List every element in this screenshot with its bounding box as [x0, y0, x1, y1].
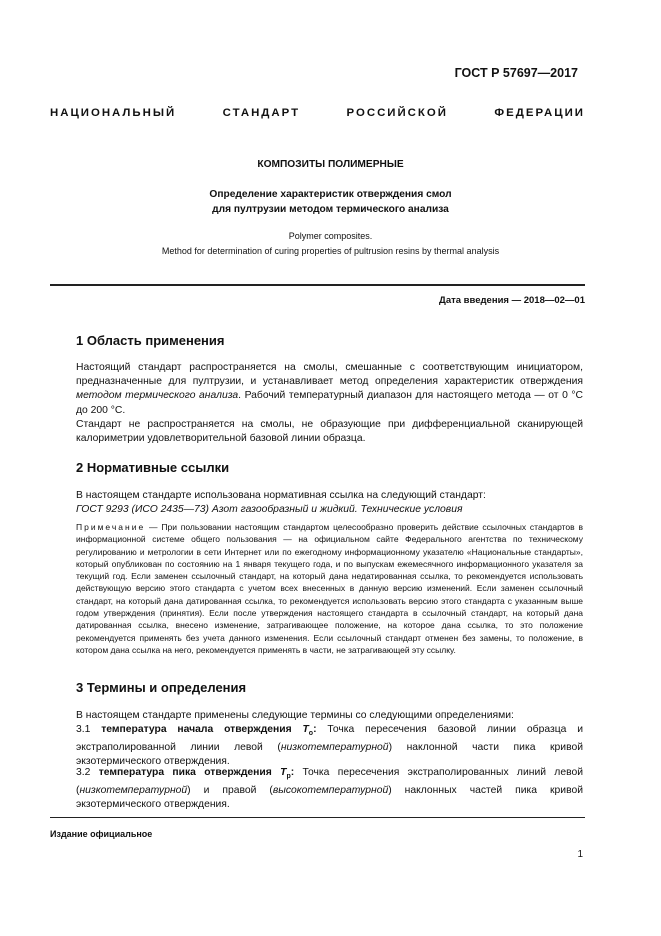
header-divider: [50, 284, 585, 286]
section-1-heading: 1 Область применения: [76, 333, 225, 348]
introduction-date: Дата введения — 2018—02—01: [439, 295, 585, 306]
page-number: 1: [577, 849, 583, 860]
term-subscript: p: [286, 773, 291, 781]
subtitle-line: Определение характеристик отверждения смол: [209, 189, 452, 200]
section-1-paragraph-2: Стандарт не распространяется на смолы, не образующие при дифференциальной сканирующей калориметрии удовлетворительной базовой линии образца.: [76, 419, 583, 445]
banner-word: НАЦИОНАЛЬНЫЙ: [50, 107, 177, 119]
section-2-paragraph-1: В настоящем стандарте использована нормативная ссылка на следующий стандарт:: [76, 490, 486, 501]
banner-word: ФЕДЕРАЦИИ: [494, 107, 585, 119]
document-title: КОМПОЗИТЫ ПОЛИМЕРНЫЕ: [257, 159, 404, 170]
term-number: 3.1: [76, 724, 102, 735]
section-3-paragraph-1: В настоящем стандарте применены следующие термины со следующими определениями:: [76, 710, 514, 721]
text-run: Настоящий стандарт распространяется на смолы, смешанные с соответствующим инициатором, предназначенные для пултрузии, и устанавливает метод определения характеристик отверждения: [76, 362, 583, 388]
term-colon: :: [290, 767, 295, 778]
banner-word: СТАНДАРТ: [222, 107, 301, 119]
term-colon: :: [313, 724, 317, 735]
english-title: [0, 229, 661, 258]
term-definition-italic: высокотемпературной: [272, 785, 389, 797]
section-3-heading: 3 Термины и определения: [76, 680, 247, 695]
footer-divider: [50, 817, 585, 818]
term-definition-italic: низкотемпературной: [280, 742, 389, 754]
term-number: 3.2: [76, 767, 99, 778]
term-definition: ) наклонной части пика кривой экзотермического отверждения.: [76, 742, 583, 768]
text-run: . Рабочий температурный диапазон для настоящего метода — от 0 °С до 200 °С.: [76, 390, 583, 416]
document-subtitle: [0, 187, 661, 217]
note-text: — При пользовании настоящим стандартом целесообразно проверить действие ссылочных стандартов в информационной системе общего пользования — на официальном сайте Федерального агентства по техническому регулированию и метрологии в сети Интернет или по ежегодному информационному указателю «Национальные стандарты», который опубликован по состоянию на 1 января текущего года, и по выпускам ежемесячного информационного указателя за текущий год. Если заменен ссылочный стандарт, на который дана недатированная ссылка, то рекомендуется использовать действующую версию этого стандарта с учетом всех внесенных в данную версию изменений. Если заменен ссылочный стандарт, на который дана датированная ссылка, то рекомендуется использовать версию этого стандарта с указанным выше годом утверждения (принятия). Если после утверждения настоящего стандарта в ссылочный стандарт, на который дана датированная ссылка, внесено изменение, затрагивающее положение, на которое дана ссылка, то это положение рекомендуется применять без учета данного изменения. Если ссылочный стандарт отменен без замены, то положение, в котором дана ссылка на него, рекомендуется применять в части, не затрагивающей эту ссылку.: [76, 522, 583, 655]
section-2-heading: 2 Нормативные ссылки: [76, 460, 230, 475]
term-definition: ) и правой (: [187, 785, 273, 797]
section-1-paragraph-1: [76, 361, 583, 418]
term-3-2: [76, 766, 583, 813]
section-2-reference: [76, 503, 583, 517]
term-definition-italic: низкотемпературной: [79, 785, 188, 797]
standard-number: ГОСТ Р 57697—2017: [454, 66, 578, 80]
english-title-line: Polymer composites.: [288, 231, 373, 241]
term-definition: ) наклонных частей пика кривой экзотермического отверждения.: [76, 785, 583, 811]
italic-run: методом термического анализа: [76, 390, 239, 402]
section-2-note: [76, 521, 583, 656]
term-3-1: [76, 723, 583, 770]
term-symbol: T: [302, 724, 309, 735]
national-standard-banner: [50, 107, 585, 119]
english-title-line: Method for determination of curing properties of pultrusion resins by thermal analysis: [161, 245, 500, 256]
reference-text: ГОСТ 9293 (ИСО 2435—73) Азот газообразный и жидкий. Технические условия: [76, 504, 463, 515]
term-symbol: T: [280, 767, 287, 778]
term-definition: Точка пересечения базовой линии образца и экстраполированной линии левой (: [76, 724, 583, 754]
banner-word: РОССИЙСКОЙ: [346, 107, 448, 119]
term-name: температура начала отверждения: [101, 724, 303, 735]
term-definition: Точка пересечения экстраполированных линий левой (: [76, 767, 583, 797]
official-edition-label: Издание официальное: [50, 829, 153, 839]
term-name: температура пика отверждения: [98, 767, 281, 778]
term-subscript: o: [308, 730, 314, 738]
subtitle-line: для пултрузии методом термического анализа: [212, 204, 449, 215]
note-label: Примечание: [76, 522, 146, 532]
